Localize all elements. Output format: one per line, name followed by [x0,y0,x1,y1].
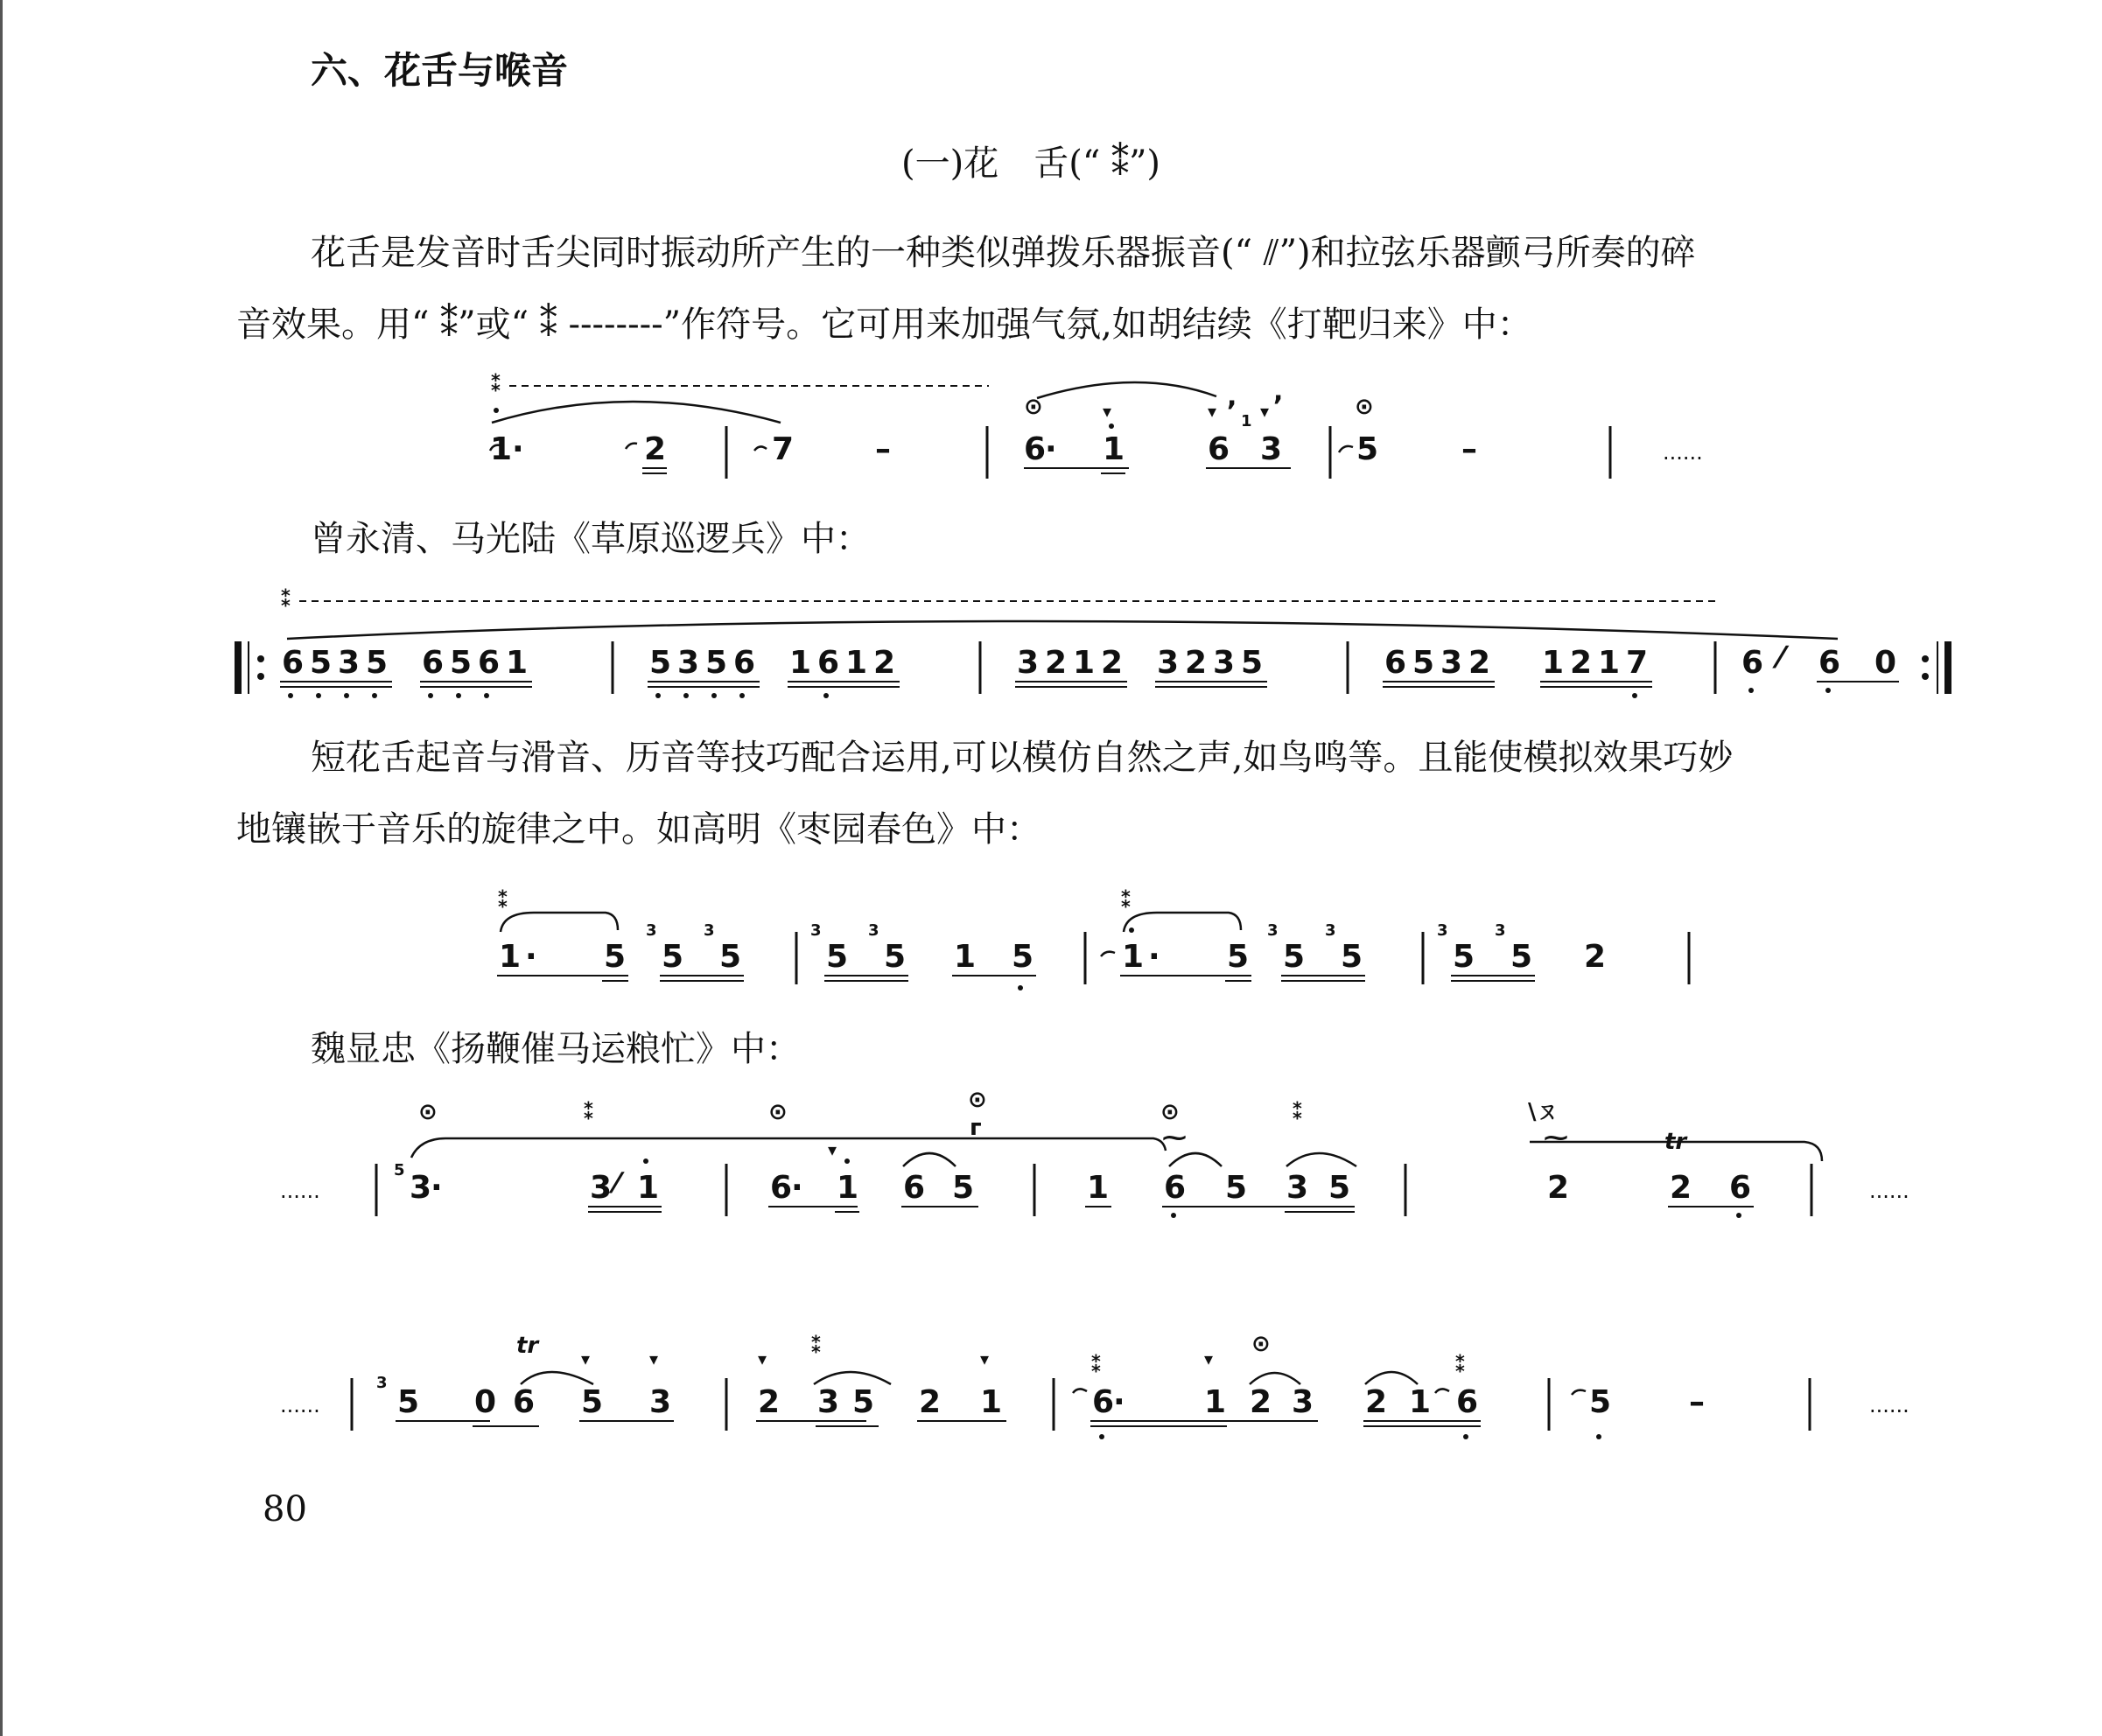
octave-dot [494,408,499,413]
mark: ▾ [1103,401,1112,422]
note: 6 [770,1170,793,1206]
note: 2 [1584,939,1607,975]
slur-arc [411,1138,1166,1158]
note: 6 [1164,1170,1187,1206]
note: 6 [733,645,756,681]
continuation-dots: ...... [1869,1179,1909,1203]
note: 2 [758,1384,781,1420]
note: 1 [499,939,522,975]
note: – [1689,1384,1705,1420]
grace-note: 3 [376,1374,388,1392]
high-octave-dot [844,1158,850,1164]
huashe-mark: ⁑ [1090,1352,1103,1378]
note: 1 [1409,1384,1432,1420]
note: 5 [1283,939,1306,975]
note: 6 [422,645,445,681]
repeat-dot [257,673,264,680]
repeat-dot [1922,673,1929,680]
note-dot: · [431,1170,443,1206]
slur-arc [1286,1153,1356,1166]
score-example-2 [228,582,1960,704]
note-dot: · [1045,431,1057,467]
slur-arc [521,1372,593,1384]
note: 2 [1185,645,1208,681]
continuation-dots: ...... [1663,440,1703,465]
note: 5 [705,645,728,681]
caption-example-4: 魏显忠《扬鞭催马运粮忙》中： [311,1029,801,1069]
note: 6 [817,645,840,681]
mordent-mark: ⁓ [1544,1123,1568,1152]
score-example-5 [271,1321,1978,1461]
note: 2 [1250,1384,1272,1420]
mark: ⊙ [1024,394,1043,420]
note: 1 [1204,1384,1227,1420]
note: 3 [1213,645,1236,681]
slur-arc [903,1153,956,1166]
mark: ᴦ [970,1115,983,1141]
grace-note: 5 [394,1161,405,1180]
note: 2 [1101,645,1124,681]
huashe-mark: ⁑ [280,586,292,612]
mark: ▾ [649,1348,659,1369]
note: – [1461,431,1477,467]
grace-note: 3 [868,921,879,940]
repeat-dot [1922,655,1929,662]
huashe-mark: ⁑ [583,1099,595,1125]
note: 5 [1227,939,1250,975]
note: 1 [1122,939,1145,975]
note: 5 [1328,1170,1351,1206]
low-octave-dot [1748,688,1754,693]
note-dot: · [525,939,537,975]
note: 2 [919,1384,942,1420]
slide-mark [1073,1389,1087,1393]
paragraph-2-line-2: 地镶嵌于音乐的旋律之中。如高明《枣园春色》中： [236,809,1041,850]
low-octave-dots [655,693,829,698]
slur-arc [501,913,618,932]
grace-note: 3 [1437,921,1448,940]
grace-note: 3 [1495,921,1506,940]
note: 5 [852,1384,875,1420]
subsection-title: (一)花 舌(“ ⁑”) [901,144,1161,184]
note: 2 [1547,1170,1570,1206]
slur-arc [1124,913,1241,932]
note-dot: · [512,431,524,467]
note: 2 [1570,645,1593,681]
note: 5 [1225,1170,1248,1206]
grace-note: 3 [1325,921,1336,940]
slur-arc [287,621,1838,639]
note: 5 [1453,939,1475,975]
slur-arc [492,402,781,423]
note: 7 [1626,645,1649,681]
note: 1 [1598,645,1621,681]
note: 2 [873,645,896,681]
note-dot: · [1113,1384,1125,1420]
note: 1 [837,1170,859,1206]
low-octave-dot [1596,1434,1601,1439]
slur-arc [814,1372,891,1384]
grace-note: 3 [1267,921,1279,940]
slur-arc [1250,1373,1300,1384]
note: 0 [1874,645,1897,681]
note: 3 [1260,431,1283,467]
note: 5 [1241,645,1264,681]
note: 3 [590,1170,613,1206]
mark: , [1227,382,1237,412]
note: 1 [789,645,812,681]
high-octave-dot [1129,928,1134,933]
note: 3 [1292,1384,1314,1420]
huashe-mark: ⁑ [497,887,509,914]
note: 6 [1092,1384,1115,1420]
low-octave-dot [1171,1213,1176,1218]
note: 5 [366,645,389,681]
note: 1 [490,431,513,467]
slide-mark [754,446,767,451]
note: 5 [1356,431,1379,467]
note: 5 [1510,939,1533,975]
section-heading: 六、花舌与喉音 [311,49,569,92]
note: 5 [826,939,849,975]
low-octave-dots [288,693,489,698]
grace-note: 1 [1241,412,1252,430]
repeat-dot [257,655,264,662]
note: 6 [1024,431,1047,467]
paragraph-1-line-1: 花舌是发音时舌尖同时振动所产生的一种类似弹拨乐器振音(“ ⫽”)和拉弦乐器颤弓所奏的碎 [311,233,1696,273]
continuation-dots: ...... [280,1179,320,1203]
mark: , [1273,376,1284,407]
paragraph-2-line-1: 短花舌起音与滑音、历音等技巧配合运用,可以模仿自然之声,如鸟鸣等。且能使模拟效果巧妙 [311,738,1734,778]
grace-note: 3 [810,921,822,940]
mark: \ㄡ [1528,1099,1559,1125]
note: 6 [903,1170,926,1206]
note: 1 [1103,431,1125,467]
note: 5 [1012,939,1034,975]
note: 6 [513,1384,536,1420]
note: 5 [310,645,333,681]
mark: ⊙ [968,1087,987,1113]
note: 5 [604,939,627,975]
note: 5 [397,1384,420,1420]
note: 5 [719,939,742,975]
note: 3 [410,1170,432,1206]
caption-example-2: 曾永清、马光陆《草原巡逻兵》中： [311,519,871,559]
page-number: 80 [263,1489,307,1530]
note: 1 [637,1170,660,1206]
slide-mark [1435,1389,1449,1393]
note: 2 [644,431,667,467]
mark: ▾ [980,1348,990,1369]
mark: ⊙ [1251,1331,1271,1357]
mark: ▾ [1204,1348,1214,1369]
mark: ⁄ [1778,640,1783,676]
note: 3 [1440,645,1463,681]
huashe-mark: ⁑ [1292,1099,1304,1125]
low-octave-dot [1825,688,1831,693]
note: 3 [338,645,361,681]
note: 5 [581,1384,604,1420]
note: 6 [1818,645,1841,681]
note: 1 [1087,1170,1110,1206]
page-edge [0,0,3,1736]
note: 2 [1365,1384,1388,1420]
slur-arc [1037,382,1216,398]
continuation-dots: ...... [1869,1393,1909,1418]
huashe-mark: ⁑ [1120,887,1132,914]
huashe-mark: ⁑ [810,1333,823,1359]
note: 6 [1384,645,1407,681]
slide-mark [1339,446,1353,452]
note: 1 [845,645,868,681]
note: 6 [1729,1170,1752,1206]
low-octave-dot [1018,985,1023,990]
grace-note: 3 [646,921,657,940]
low-octave-dot [1632,693,1637,698]
note: 1 [980,1384,1003,1420]
note: 2 [1045,645,1068,681]
note: 3 [1286,1170,1309,1206]
low-octave-dot [1463,1434,1468,1439]
mark: ▾ [1260,401,1270,422]
note: 6 [282,645,305,681]
huashe-mark: ⁑ [490,371,502,397]
note: 1 [506,645,529,681]
slide-mark [626,444,637,449]
note: 5 [1589,1384,1612,1420]
mark: ▾ [1208,401,1217,422]
mark: ▾ [758,1348,767,1369]
note: 5 [884,939,907,975]
score-example-4 [271,1089,1978,1234]
note-dot: · [791,1170,803,1206]
note: – [875,431,891,467]
mark: ⊙ [418,1099,438,1125]
note: 1 [954,939,977,975]
mark: ⊙ [768,1099,788,1125]
note: 6 [1741,645,1764,681]
note: 7 [772,431,795,467]
note: 5 [662,939,684,975]
note-dot: · [1148,939,1160,975]
note: 3 [817,1384,840,1420]
trill-mark: tr [516,1333,539,1359]
score-example-1 [455,372,1768,494]
note: 2 [1468,645,1491,681]
note: 5 [1341,939,1363,975]
trill-mark: tr [1664,1129,1687,1155]
note: 5 [1412,645,1435,681]
slide-mark [1572,1390,1586,1395]
note: 6 [478,645,501,681]
note: 3 [677,645,700,681]
note: 5 [450,645,473,681]
mark: ⊙ [1160,1099,1180,1125]
huashe-mark: ⁑ [1454,1352,1467,1378]
score-example-3 [490,879,1715,993]
note: 5 [649,645,672,681]
note: 3 [1017,645,1040,681]
note: 0 [474,1384,497,1420]
note: 1 [1542,645,1565,681]
note: 6 [1456,1384,1479,1420]
high-octave-dot [643,1158,648,1164]
note: 6 [1208,431,1230,467]
paragraph-1-line-2: 音效果。用“ ⁑”或“ ⁑ --------”作符号。它可用来加强气氛,如胡结续《打靶归来》中： [236,304,1532,345]
mordent-mark: ⁓ [1162,1123,1187,1152]
low-octave-dot [1736,1213,1741,1218]
low-octave-dot [1099,1434,1104,1439]
note: 3 [649,1384,672,1420]
note: 5 [952,1170,975,1206]
note: 3 [1157,645,1180,681]
mark: ⁄ [614,1166,620,1200]
slur-arc [1169,1153,1222,1166]
slur-arc [1365,1372,1418,1384]
note: 2 [1670,1170,1692,1206]
continuation-dots: ...... [280,1393,320,1418]
mark: ▾ [581,1348,591,1369]
note: 1 [1073,645,1096,681]
slide-mark [1101,952,1115,956]
mark: ⊙ [1355,394,1374,420]
grace-note: 3 [704,921,715,940]
octave-dot [1109,424,1114,429]
mark: ▾ [828,1139,837,1160]
